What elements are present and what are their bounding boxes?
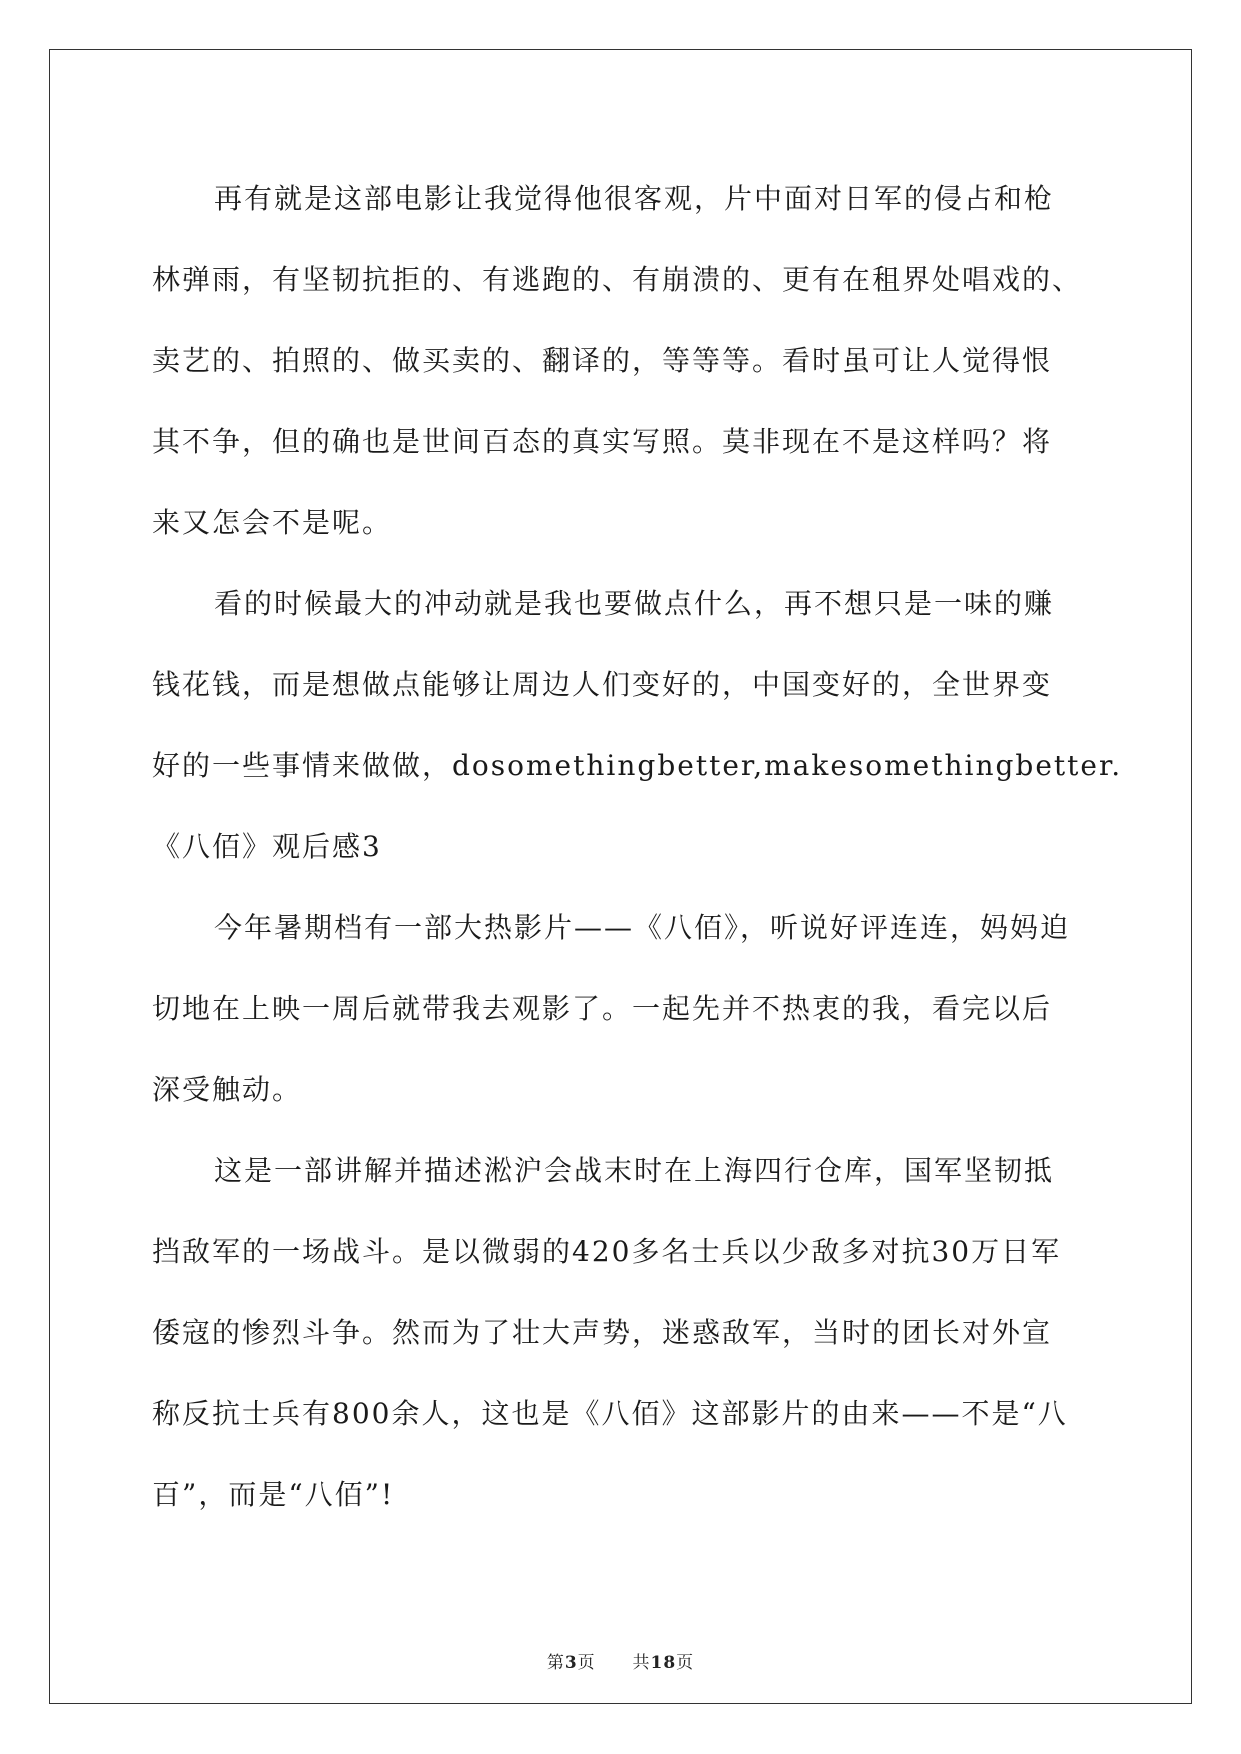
text-line: 挡敌军的一场战斗。是以微弱的420多名士兵以少敌多对抗30万日军 — [152, 1235, 1062, 1268]
text-line: 这是一部讲解并描述淞沪会战末时在上海四行仓库，国军坚韧抵 — [214, 1154, 1055, 1187]
total-pages — [632, 1653, 694, 1673]
footer-total-prefix: 共 — [632, 1653, 651, 1673]
text-line: 倭寇的惨烈斗争。然而为了壮大声势，迷惑敌军，当时的团长对外宣 — [152, 1316, 1053, 1349]
footer-total-suffix: 页 — [676, 1653, 695, 1673]
paragraph — [152, 158, 1090, 563]
page-number — [547, 1653, 602, 1673]
text-line: 看的时候最大的冲动就是我也要做点什么，再不想只是一味的赚 — [214, 587, 1055, 620]
total-page-count: 18 — [650, 1653, 677, 1673]
text-line: 称反抗士兵有800余人，这也是《八佰》这部影片的由来——不是“八 — [152, 1397, 1068, 1430]
document-body — [152, 158, 1123, 1535]
section-heading: 《八佰》观后感3 — [152, 830, 382, 863]
current-page: 3 — [564, 1653, 578, 1673]
text-line: 今年暑期档有一部大热影片——《八佰》，听说好评连连，妈妈迫 — [214, 911, 1071, 944]
text-line: 切地在上映一周后就带我去观影了。一起先并不热衷的我，看完以后 — [152, 992, 1053, 1025]
text-line: 再有就是这部电影让我觉得他很客观，片中面对日军的侵占和枪 — [214, 182, 1055, 215]
footer-prefix: 第 — [546, 1653, 565, 1673]
paragraph — [152, 887, 1090, 1130]
paragraph — [152, 563, 1123, 806]
footer-page-suffix: 页 — [577, 1653, 596, 1673]
text-line: 百”，而是“八佰”! — [152, 1478, 395, 1511]
page-footer — [0, 1648, 1241, 1673]
text-line: 林弹雨，有坚韧抗拒的、有逃跑的、有崩溃的、更有在租界处唱戏的、 — [152, 263, 1083, 296]
paragraph — [152, 1130, 1090, 1535]
text-line: 其不争，但的确也是世间百态的真实写照。莫非现在不是这样吗？将 — [152, 425, 1053, 458]
text-line: 好的一些事情来做做，dosomethingbetter,makesomethingbetter. — [152, 749, 1123, 782]
text-line: 钱花钱，而是想做点能够让周边人们变好的，中国变好的，全世界变 — [152, 668, 1053, 701]
text-line: 卖艺的、拍照的、做买卖的、翻译的，等等等。看时虽可让人觉得恨 — [152, 344, 1053, 377]
text-line: 深受触动。 — [152, 1073, 303, 1106]
text-line: 来又怎会不是呢。 — [152, 506, 393, 539]
